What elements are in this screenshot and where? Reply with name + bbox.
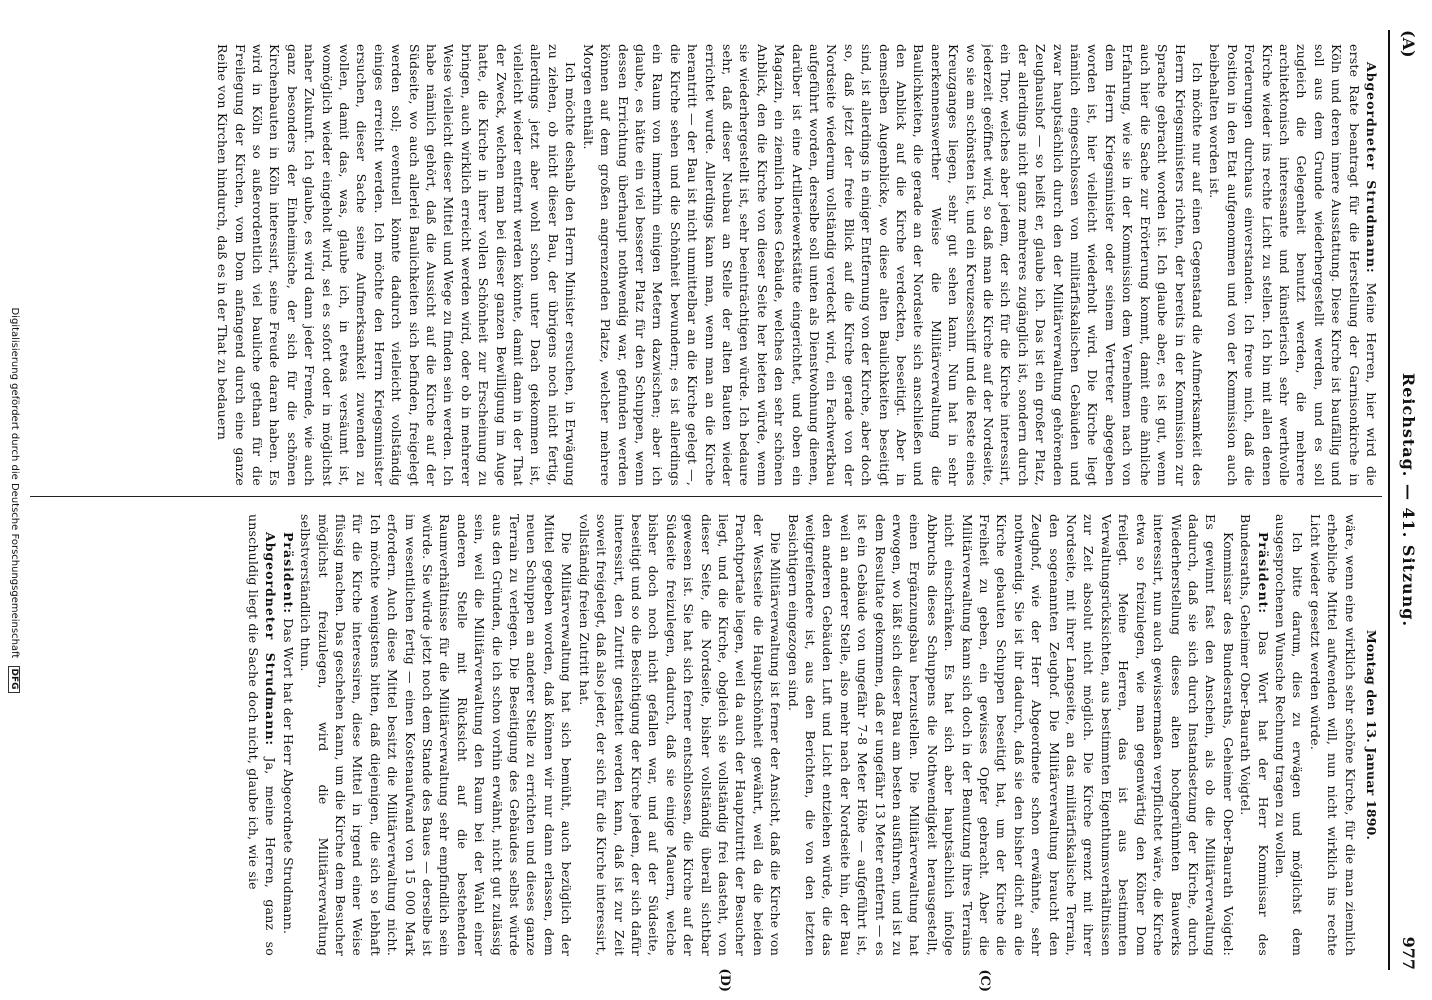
paragraph-text: Das Wort hat der Herr Abgeordnete Strudmann. <box>280 618 296 935</box>
header-rule <box>1388 30 1390 970</box>
page-number: 977 <box>1399 936 1418 970</box>
paragraph <box>279 514 296 956</box>
page-title: Reichstag. — 41. Sitzung. <box>1399 372 1418 628</box>
dfg-logo: DFG <box>8 666 20 693</box>
footer <box>8 0 20 1000</box>
footer-credit: Digitalisierung gefördert durch die Deutsche Forschungsgemeinschaft <box>9 307 20 659</box>
paragraph-text: wäre, wenn eine wirklich sehr schöne Kirche, für die man ziemlich erhebliche Mittel aufwenden will, nun nicht wirklich ins rechte Licht wieder gesetzt werden würde. <box>1307 514 1358 956</box>
left-text-column <box>60 44 1380 486</box>
paragraph <box>214 44 580 486</box>
margin-marker-a: (A) <box>1399 30 1418 58</box>
margin-marker-c: (C) <box>977 969 992 992</box>
page-header <box>1392 30 1418 970</box>
paragraph <box>245 514 280 956</box>
date-line: Montag den 13. Januar 1890. <box>1364 629 1379 841</box>
paragraph <box>1237 514 1272 956</box>
paragraph-text: Meine Herren, hier wird die erste Rate beantragt für die Herstellung der Garnisonkirche in Köln und deren innere Ausstattung. Diese Kirche ist baufällig und soll aus dem Grunde wiederhergestellt werden, und es soll zugleich die Gelegenheit benutzt werden, die mehrere architektonisch interessante und künstlerisch sehr werthvolle Kirche wieder ins rechte Licht zu stellen. Ich bin mit allen denen Forderungen durchaus einverstanden. Ich freue mich, daß die Position in den Etat aufgenommen und von der Kommission auch beibehalten worden ist. <box>1207 44 1379 486</box>
paragraph-text: Ich möchte deshalb den Herrn Minister ersuchen, in Erwägung zu ziehen, ob nicht dieser Bau, der übrigens noch nicht fertig, allerdings jetzt aber wohl schon unter Dach gekommen ist, vielleicht wieder entfernt werden könnte, damit dann in der That der Zweck, welchen man bei dieser ganzen Bewilligung im Auge hatte, die Kirche in ihrer vollen Schönheit zur Erscheinung zu bringen, auch wirklich erreicht werden wird, oder ob in mehrerer Weise vielleicht dieser Mittel und Wege zu finden sein werden. Ich habe nämlich gehört, daß die Aussicht auf die Kirche auf der Südseite, wo auch allerlei Baulichkeiten sich befinden, freigelegt werden soll; eventuell könnte dadurch vielleicht vollständig einiges erreicht werden. Ich möchte den Herrn Kriegsminister ersuchen, dieser Sache seine Aufmerksamkeit zuwenden zu wollen, damit das, was, glaube ich, in etwas versäumt ist, womöglich wieder eingeholt wird, sei es sofort oder in möglichst naher Zukunft. Ich glaube, es wird dann jeder Fremde, wie auch ganz besonders der Einheimische, der sich für die schönen Kirchenbauten in Köln interessirt, seine Freude daran haben. Es wird in Köln so außerordentlich viel bauliche gethan für die Freilegung der Kirchen, vom Dom anfangend durch eine ganze Reihe von Kirchen hindurch, daß es in der That zu bedauern <box>215 44 579 486</box>
paragraph-text: Ich möchte nur auf einen Gegenstand die Aufmerksamkeit des Herrn Kriegsministers richten, der bereits in der Kommission zur Sprache gebracht worden ist. Ich glaube aber, es ist gut, wenn auch hier die Sache zur Erörterung kommt, damit eine ähnliche Erfahrung, wie sie in der Kommission dem Vernehmen nach von dem Herrn Kriegsminister oder seinem Vertreter abgegeben worden ist, hier vielleicht wiederholt wird. Die Kirche liegt nämlich eingeschlossen von militärfiskalischen Gebäuden und zwar hauptsächlich durch den der Militärverwaltung gehörenden Zeughaushof — so heißt er, glaube ich. Das ist ein großer Platz, der allerdings nicht ganz mehreres zugänglich ist, sondern durch ein Thor, welches aber jedem, der sich für die Kirche interessirt, jederzeit geöffnet wird, so daß man die Kirche auf der Nordseite, wo sie am schönsten ist, und ein Kreuzesschiff und die Reste eines Kreuzganges liegen, sehr gut sehen kann. Nun hat in sehr anerkennenswerther Weise die Militärverwaltung die Baulichkeiten, die gerade an der Nordseite sich anschließen und den Anblick auf die Kirche verdeckten, beseitigt. Aber in demselben Augenblicke, wo diese alten Baulichkeiten beseitigt sind, ist allerdings in einiger Entfernung von der Kirche, aber doch so, daß jetzt der freie Blick auf die Kirche gerade von der Nordseite wiederum vollständig verdeckt wird, ein Fachwerkbau aufgeführt worden, derselbe soll unten als Dienstwohnung dienen, darüber ist eine Artilleriewerkstätte eingerichtet, und oben ein Magazin, ein ziemlich hohes Gebäude, welches den sehr schönen Anblick, den die Kirche von dieser Seite her bieten würde, wenn sie wiederhergestellt ist, sehr beeinträchtigen würde. Ich bedaure sehr, daß dieser Neubau an Stelle der alten Bauten wieder errichtet wurde. Allerdings kann man, wenn man an die Kirche herantritt — der Bau ist nicht unmittelbar an die Kirche gelegt —, die Kirche sehen und die Schönheit bewundern; es ist allerdings ein Raum von immerhin einigen Metern dazwischen; aber ich glaube, es hätte ein viel besserer Platz für den Schuppen, wenn dessen Errichtung überhaupt nothwendig war, gefunden werden können auf dem großen angrenzenden Platze, welcher mehrere Morgen enthält. <box>580 44 1205 486</box>
margin-marker-d: (D) <box>717 968 732 992</box>
paragraph-text: Die Militärverwaltung ist ferner der Ansicht, daß die Kirche von der Westseite die Hauptschönheit gewährt, weil da die beiden Prachtportale liegen, weil da auch der Hauptzutritt der Besucher liegt, und die Kirche, obgleich sie vollständig frei dasteht, von dieser Seite, die Nordseite, bisher vollständig überall sichtbar gewesen ist. Sie hat sich ferner entschlossen, die Kirche auf der Südseite freizulegen, dadurch, daß sie einige Mauern, welche bisher doch noch nicht gefallen war, und auf der Südseite, beseitigt und so die Besichtigung der Kirche jedem, der sich dafür interessirt, den Zutritt gestattet werden kann, daß ist zur Zeit soweit freigelegt, daß also jeder, der sich für die Kirche interessirt, vollständig freien Zutritt hat. <box>576 514 784 956</box>
paragraph-text: Kommissar des Bundesraths, Geheimer Ober-Baurath Voigtel: Es gewinnt fast den Anschein, als ob die Militärverwaltung dadurch, daß sie sich durch Instandsetzung der Kirche, durch Wiederherstellung dieses alten hochgerühmten Bauwerks interessirt, nun auch gewissermaßen verpflichtet wäre, die Kirche etwa so freizulegen, wie man gegenwärtig den Kölner Dom freilegt. Meine Herren, das ist aus bestimmten Verwaltungsrücksichten, aus bestimmten Eigenthumsverhältnissen zur Zeit absolut nicht möglich. Die Kirche grenzt mit ihrer Nordseite, mit ihrer Langseite, an das militärfiskalische Terrain, den sogenannten Zeughof. Die Militärverwaltung braucht den Zeughof, wie der Herr Abgeordnete schon erwähnte, sehr nothwendig. Sie ist ihr dadurch, daß sie den bisher dicht an die Kirche gebauten Schuppen beseitigt hat, um der Kirche die Freiheit zu geben, ein gewisses Opfer gebracht. Aber die Militärverwaltung kann sich doch in der Benutzung ihres Terrains nicht einschränken. Es hat sich aber hauptsächlich infolge Abbruchs dieses Schuppens die Nothwendigkeit herausgestellt, einen Ergänzungsbau herzustellen. Die Militärverwaltung hat erwogen, wo läßt sich dieser Bau am besten ausführen, und ist zu dem Resultate gekommen, daß er ungefähr 13 Meter entfernt — es ist ein Gebäude von ungefähr 7-8 Meter Höhe — aufgeführt ist, weil an anderer Stelle, also mehr nach der Nordseite hin, der Bau den anderen Gebäuden Luft und Licht entziehen würde, die das weitgreifendere ist, aus den Berichten, die von den letzten Besichtigern eingezogen sind. <box>785 514 1236 956</box>
paragraph <box>1306 514 1358 956</box>
paragraph <box>579 44 1206 486</box>
right-text-column <box>60 514 1380 956</box>
paragraph <box>297 514 576 956</box>
paragraph <box>575 514 784 956</box>
paragraph-text: Die Militärverwaltung hat sich bemüht, auch bezüglich der Mittel gegeben worden, daß können wir nur dann erlassen, dem neuen Schuppen an anderer Stelle zu errichten und dieses ganze Terrain zu verlegen. Die Beseitigung des Gebäudes selbst würde aus den Gründen, die ich schon vorhin erwähnt, nicht gut zulässig sein, weil die Militärverwaltung den Raum bei der Wahl einer anderen Stelle mit Rücksicht auf die bestehenden Raumverhältnisse für die Militärverwaltung sehr empfindlich sein würde. Sie würde jetzt noch dem Stande des Baues — derselbe ist im wesentlichen fertig — einen Kostenaufwand von 15 000 Mark erfordern. Auch diese Mittel besitzt die Militärverwaltung nicht. Ich möchte wenigstens bitten, daß diejenigen, die sich so lebhaft für die Kirche interessiren, diese Mittel in irgend einer Weise flüssig machen. Das geschehen kann, um die Kirche dem Besucher möglichst freizulegen, wird die Militärverwaltung selbstverständlich thun. <box>298 514 575 956</box>
paragraph-text: Ich bitte darum, dies zu erwägen und möglichst dem ausgesprochenen Wunsche Rechnung tragen zu wollen. <box>1272 514 1306 956</box>
column-divider <box>30 496 1382 497</box>
paragraph-text: Ja, meine Herren, ganz so unschuldig liegt die Sache doch nicht, glaube ich, wie sie <box>246 514 279 956</box>
speaker-name: Abgeordneter Strudmann: <box>263 532 279 747</box>
paragraph <box>1206 44 1380 486</box>
paragraph <box>1272 514 1307 956</box>
speaker-name: Präsident: <box>280 532 296 615</box>
paragraph-text: Das Wort hat der Herr Kommissar des Bundesraths, Geheimer Ober-Baurath Voigtel. <box>1238 514 1271 956</box>
speaker-name: Abgeordneter Strudmann: <box>1364 62 1379 274</box>
paragraph <box>784 514 1237 956</box>
speaker-name: Präsident: <box>1255 532 1271 615</box>
